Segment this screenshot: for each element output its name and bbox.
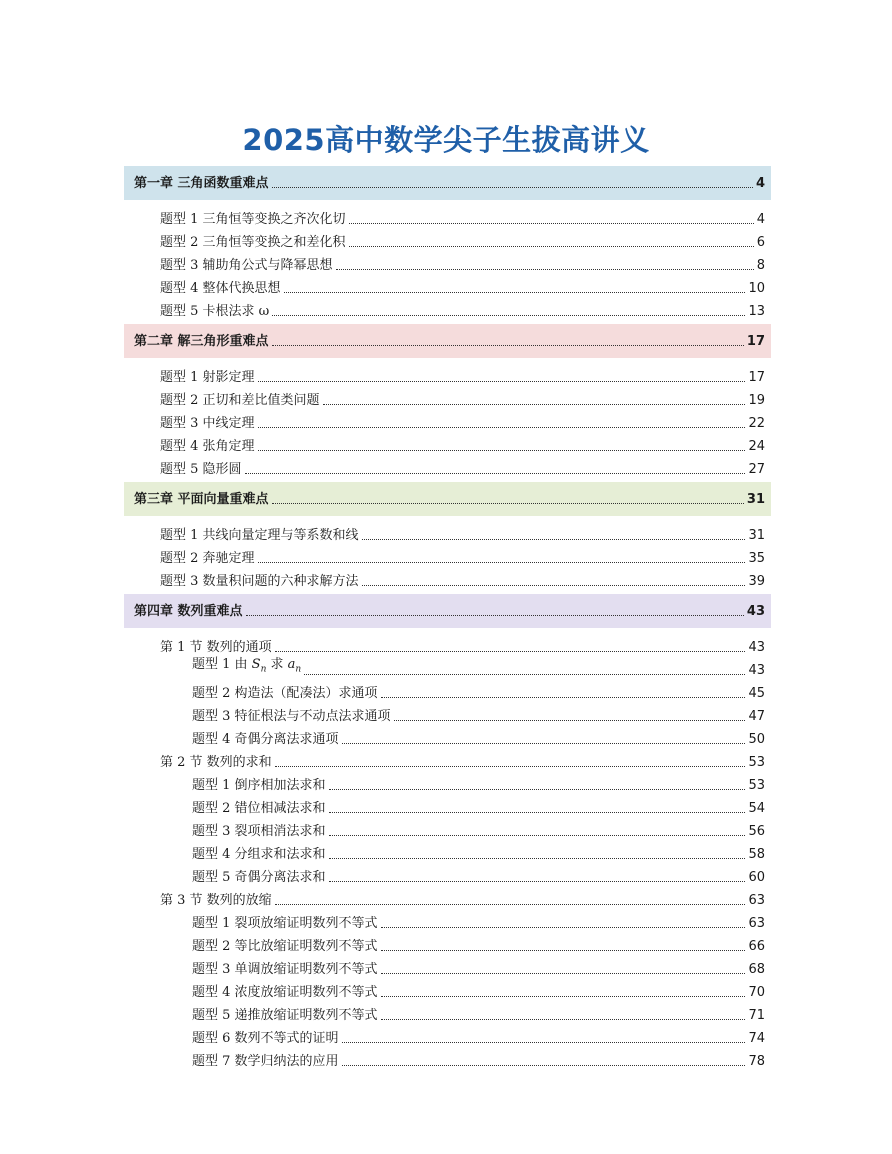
leader-dots <box>275 904 746 905</box>
entry-label: 题型 4 奇偶分离法求通项 <box>192 732 339 747</box>
page-number: 53 <box>748 755 765 770</box>
leader-dots <box>362 585 746 586</box>
page-number: 43 <box>748 663 765 678</box>
leader-dots <box>275 766 746 767</box>
leader-dots <box>381 1019 746 1020</box>
leader-dots <box>329 881 746 882</box>
toc-entry[interactable] <box>124 362 771 385</box>
leader-dots <box>329 858 746 859</box>
page-number: 24 <box>748 439 765 454</box>
entry-label: 题型 1 由 $S_n$ 求 $a_n$ <box>192 657 302 675</box>
toc-entry[interactable] <box>124 678 771 701</box>
toc-section[interactable] <box>124 747 771 770</box>
leader-dots <box>258 450 746 451</box>
page-number: 22 <box>748 416 765 431</box>
entry-label: 题型 6 数列不等式的证明 <box>192 1031 339 1046</box>
page-number: 54 <box>748 801 765 816</box>
leader-dots <box>381 697 746 698</box>
toc-entry[interactable] <box>124 908 771 931</box>
toc-section[interactable] <box>124 885 771 908</box>
leader-dots <box>329 835 746 836</box>
toc-chapter-3[interactable] <box>124 482 771 516</box>
chapter-label: 第三章 平面向量重难点 <box>134 491 269 507</box>
leader-dots <box>329 789 746 790</box>
document-title: 2025高中数学尖子生拔高讲义 <box>242 123 650 157</box>
entry-label: 题型 3 单调放缩证明数列不等式 <box>192 962 378 977</box>
entry-label: 题型 2 三角恒等变换之和差化积 <box>160 235 346 250</box>
page-number: 63 <box>748 893 765 908</box>
page-number: 58 <box>748 847 765 862</box>
toc-entry[interactable] <box>124 408 771 431</box>
entry-label: 题型 3 裂项相消法求和 <box>192 824 326 839</box>
page-number: 13 <box>748 304 765 319</box>
entry-label: 题型 5 递推放缩证明数列不等式 <box>192 1008 378 1023</box>
leader-dots <box>304 674 745 675</box>
leader-dots <box>342 1065 746 1066</box>
entry-label: 题型 3 特征根法与不动点法求通项 <box>192 709 391 724</box>
entry-label: 题型 3 数量积问题的六种求解方法 <box>160 574 359 589</box>
table-of-contents <box>124 166 771 1069</box>
section-label: 第 1 节 数列的通项 <box>160 640 272 655</box>
entry-label: 题型 1 裂项放缩证明数列不等式 <box>192 916 378 931</box>
leader-dots <box>394 720 746 721</box>
toc-entry[interactable] <box>124 1000 771 1023</box>
toc-entry[interactable] <box>124 566 771 589</box>
page-number: 35 <box>748 551 765 566</box>
leader-dots <box>349 246 754 247</box>
entry-label: 题型 3 中线定理 <box>160 416 255 431</box>
leader-dots <box>272 315 745 316</box>
toc-section[interactable] <box>124 632 771 655</box>
page-number: 17 <box>746 333 765 349</box>
page-number: 27 <box>748 462 765 477</box>
leader-dots <box>329 812 746 813</box>
leader-dots <box>284 292 746 293</box>
leader-dots <box>272 345 744 346</box>
toc-entry[interactable] <box>124 431 771 454</box>
page-number: 8 <box>756 258 765 273</box>
entry-label: 题型 1 共线向量定理与等系数和线 <box>160 528 359 543</box>
toc-entry[interactable] <box>124 862 771 885</box>
toc-entry[interactable] <box>124 793 771 816</box>
leader-dots <box>246 615 744 616</box>
chapter-label: 第二章 解三角形重难点 <box>134 333 269 349</box>
entry-label: 题型 2 等比放缩证明数列不等式 <box>192 939 378 954</box>
page-number: 63 <box>748 916 765 931</box>
entry-label: 题型 2 错位相减法求和 <box>192 801 326 816</box>
page-number: 4 <box>756 212 765 227</box>
page-number: 31 <box>748 528 765 543</box>
page-number: 6 <box>756 235 765 250</box>
entry-label: 题型 2 构造法（配凑法）求通项 <box>192 686 378 701</box>
entry-label: 题型 3 辅助角公式与降幂思想 <box>160 258 333 273</box>
leader-dots <box>258 427 746 428</box>
leader-dots <box>272 503 744 504</box>
page-number: 17 <box>748 370 765 385</box>
page-number: 78 <box>748 1054 765 1069</box>
entry-label: 题型 4 整体代换思想 <box>160 281 281 296</box>
entry-label: 题型 1 倒序相加法求和 <box>192 778 326 793</box>
page-number: 43 <box>748 640 765 655</box>
toc-entry[interactable] <box>124 954 771 977</box>
toc-entry[interactable] <box>124 816 771 839</box>
toc-entry[interactable] <box>124 724 771 747</box>
entry-label: 题型 2 奔驰定理 <box>160 551 255 566</box>
page-number: 70 <box>748 985 765 1000</box>
page-number: 39 <box>748 574 765 589</box>
section-label: 第 2 节 数列的求和 <box>160 755 272 770</box>
page-number: 45 <box>748 686 765 701</box>
toc-entry[interactable] <box>124 296 771 319</box>
toc-entry[interactable] <box>124 543 771 566</box>
toc-chapter-1[interactable] <box>124 166 771 200</box>
leader-dots <box>381 927 746 928</box>
toc-chapter-2[interactable] <box>124 324 771 358</box>
toc-entry[interactable] <box>124 655 771 678</box>
toc-entry[interactable] <box>124 227 771 250</box>
leader-dots <box>362 539 746 540</box>
toc-entry[interactable] <box>124 701 771 724</box>
page-number: 71 <box>748 1008 765 1023</box>
page-number: 74 <box>748 1031 765 1046</box>
leader-dots <box>323 404 746 405</box>
leader-dots <box>342 1042 746 1043</box>
toc-entry[interactable] <box>124 770 771 793</box>
chapter-label: 第四章 数列重难点 <box>134 603 243 619</box>
page-number: 66 <box>748 939 765 954</box>
entry-label: 题型 1 射影定理 <box>160 370 255 385</box>
toc-entry[interactable] <box>124 977 771 1000</box>
page-number: 60 <box>748 870 765 885</box>
toc-entry[interactable] <box>124 273 771 296</box>
toc-entry[interactable] <box>124 1023 771 1046</box>
toc-entry[interactable] <box>124 839 771 862</box>
page-number: 50 <box>748 732 765 747</box>
leader-dots <box>275 651 746 652</box>
entry-label: 题型 2 正切和差比值类问题 <box>160 393 320 408</box>
page-number: 19 <box>748 393 765 408</box>
toc-entry[interactable] <box>124 520 771 543</box>
page-number: 56 <box>748 824 765 839</box>
entry-label: 题型 5 卡根法求 ω <box>160 304 270 319</box>
leader-dots <box>245 473 746 474</box>
entry-label: 题型 5 隐形圆 <box>160 462 242 477</box>
page-number: 31 <box>746 491 765 507</box>
page-number: 68 <box>748 962 765 977</box>
toc-entry[interactable] <box>124 204 771 227</box>
entry-label: 题型 4 浓度放缩证明数列不等式 <box>192 985 378 1000</box>
leader-dots <box>381 950 746 951</box>
leader-dots <box>342 743 746 744</box>
leader-dots <box>381 973 746 974</box>
leader-dots <box>349 223 754 224</box>
section-label: 第 3 节 数列的放缩 <box>160 893 272 908</box>
leader-dots <box>272 187 753 188</box>
entry-label: 题型 4 分组求和法求和 <box>192 847 326 862</box>
leader-dots <box>381 996 746 997</box>
page-number: 53 <box>748 778 765 793</box>
chapter-label: 第一章 三角函数重难点 <box>134 175 269 191</box>
leader-dots <box>336 269 754 270</box>
toc-entry[interactable] <box>124 1046 771 1069</box>
entry-label: 题型 5 奇偶分离法求和 <box>192 870 326 885</box>
page-number: 10 <box>748 281 765 296</box>
entry-label: 题型 7 数学归纳法的应用 <box>192 1054 339 1069</box>
toc-entry[interactable] <box>124 385 771 408</box>
toc-entry[interactable] <box>124 931 771 954</box>
toc-chapter-4[interactable] <box>124 594 771 628</box>
page-number: 43 <box>746 603 765 619</box>
leader-dots <box>258 562 746 563</box>
entry-label: 题型 4 张角定理 <box>160 439 255 454</box>
page-number: 4 <box>755 175 765 191</box>
toc-entry[interactable] <box>124 454 771 477</box>
page-number: 47 <box>748 709 765 724</box>
toc-entry[interactable] <box>124 250 771 273</box>
leader-dots <box>258 381 746 382</box>
entry-label: 题型 1 三角恒等变换之齐次化切 <box>160 212 346 227</box>
